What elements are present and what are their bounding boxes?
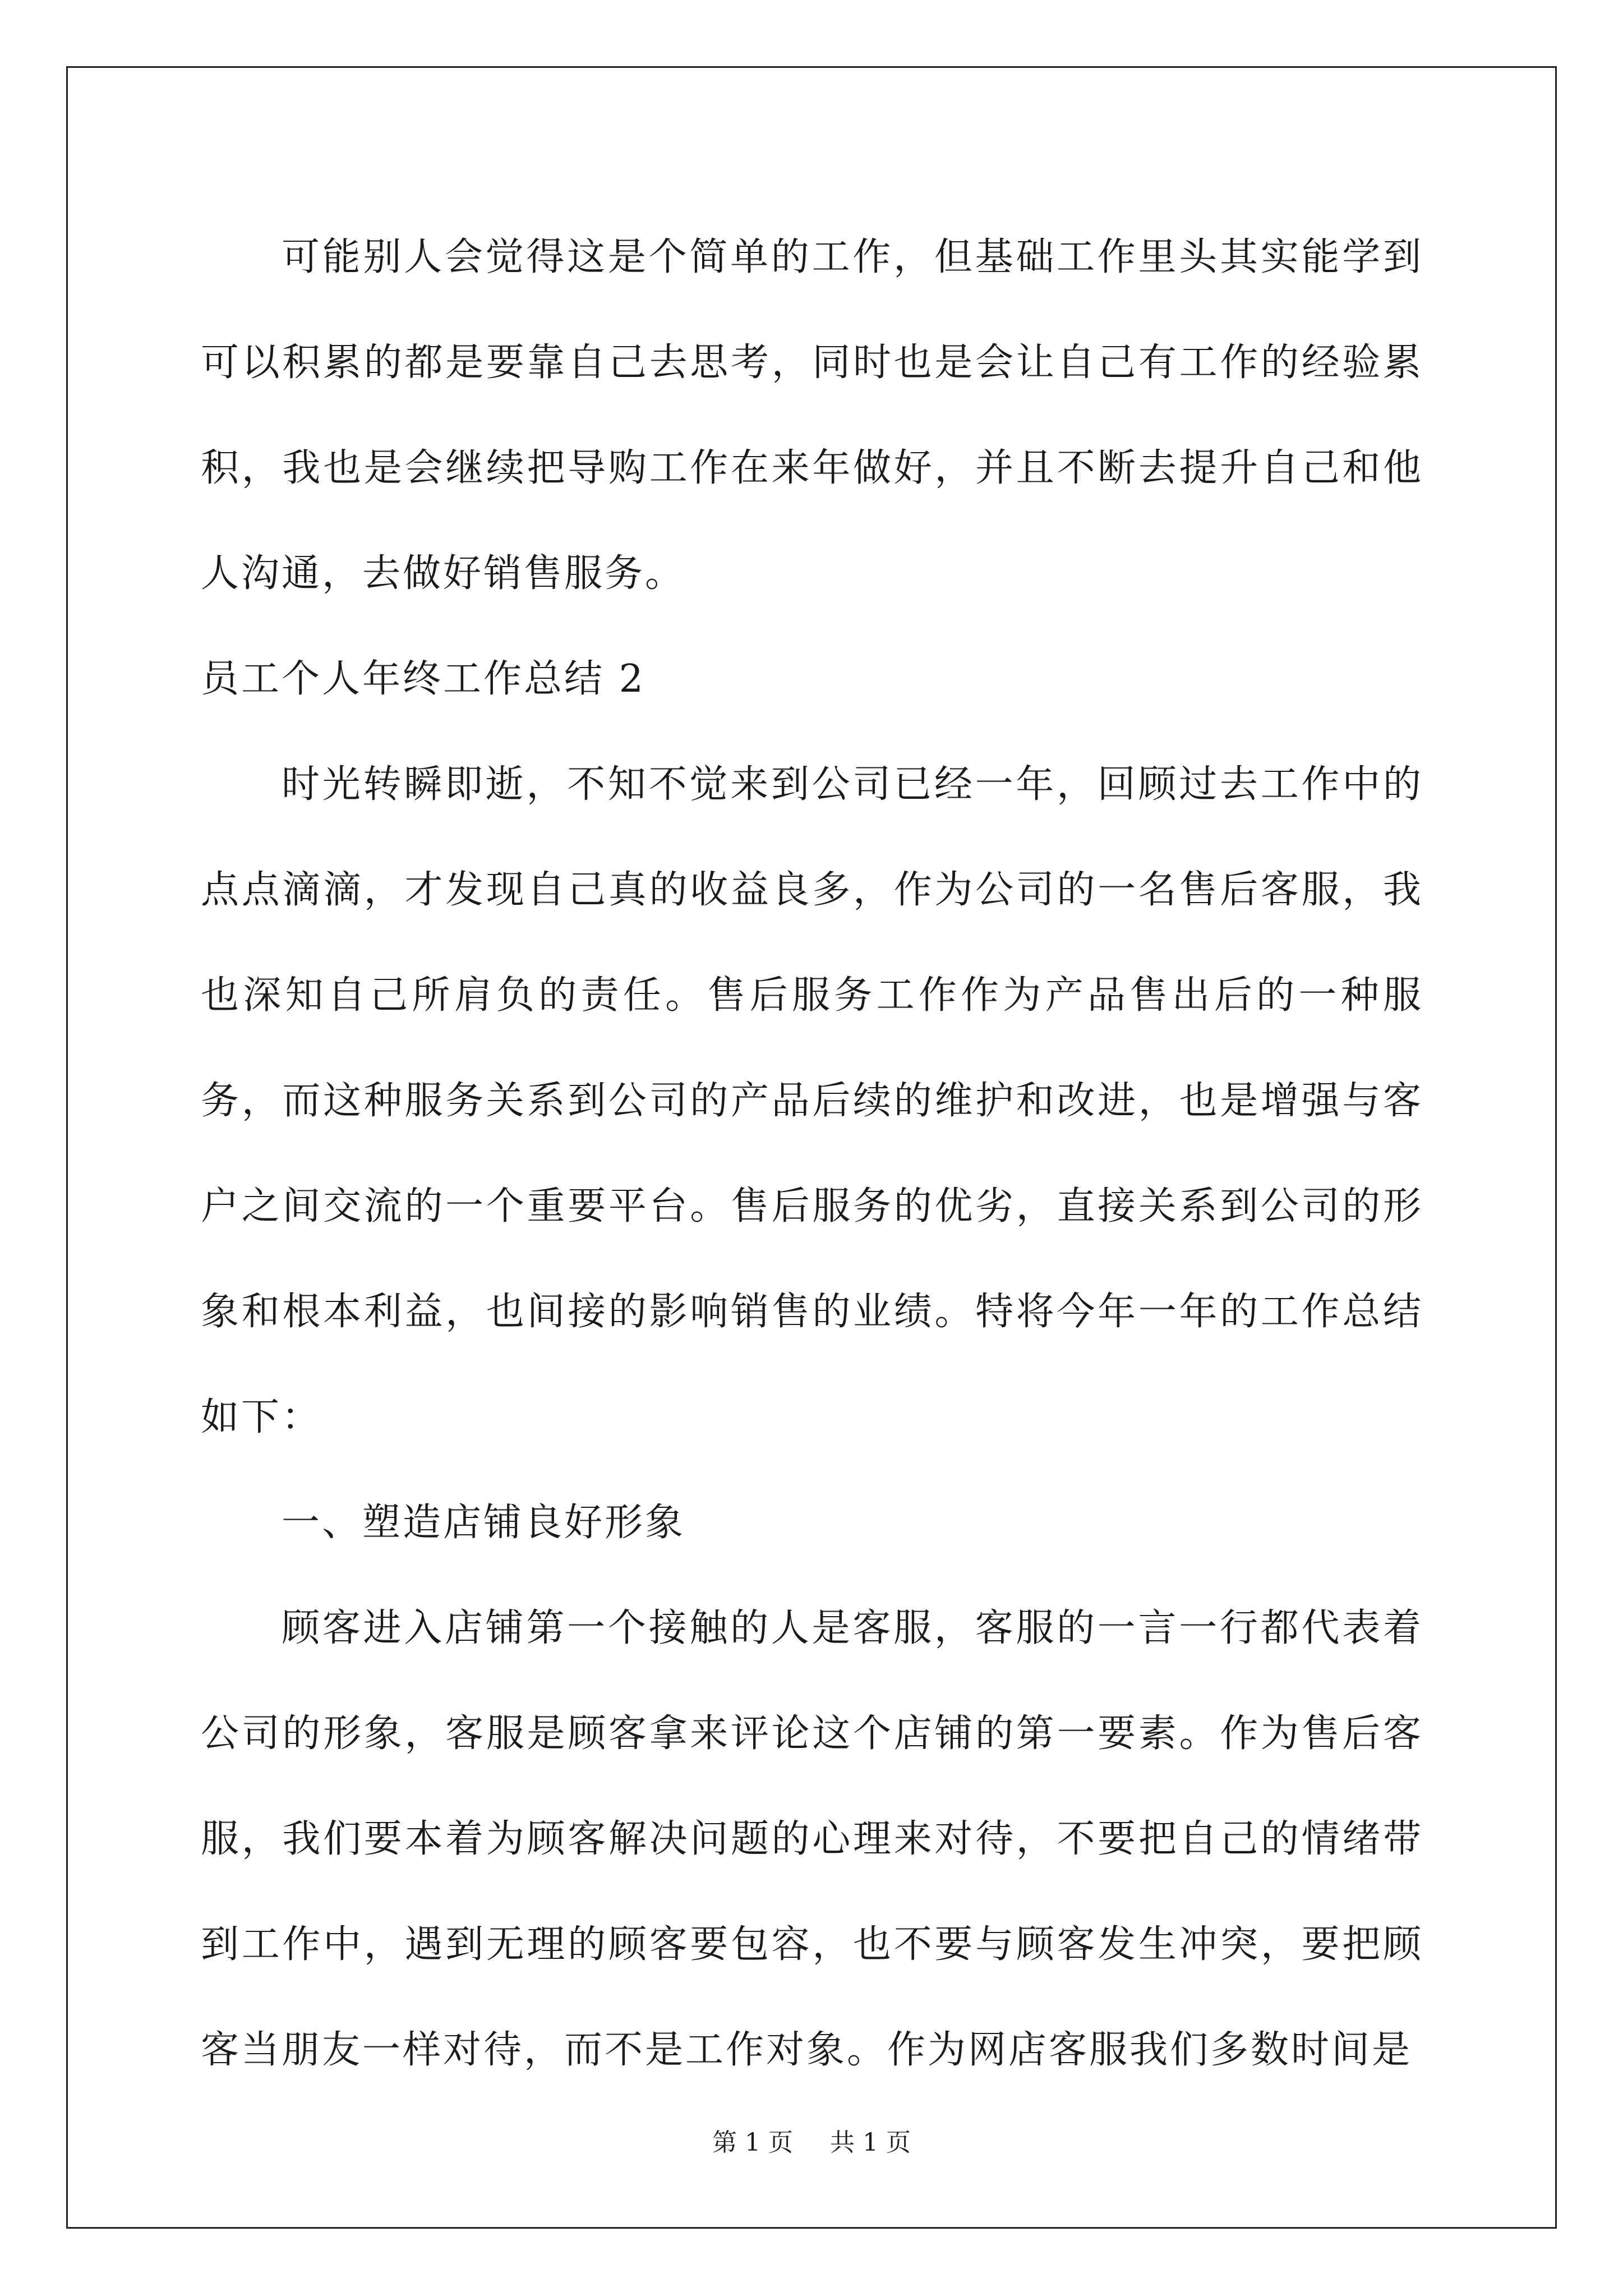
paragraph: 时光转瞬即逝，不知不觉来到公司已经一年，回顾过去工作中的点点滴滴，才发现自己真的收益良多，作为公司的一名售后客服，我也深知自己所肩负的责任。售后服务工作作为产品售出后的一种服务，而这种服务关系到公司的产品后续的维护和改进，也是增强与客户之间交流的一个重要平台。售后服务的优劣，直接关系到公司的形象和根本利益，也间接的影响销售的业绩。特将今年一年的工作总结如下： <box>201 762 1423 1439</box>
page-number: 第 1 页 <box>712 2128 793 2157</box>
subsection-heading: 一、塑造店铺良好形象 <box>282 1501 686 1545</box>
page-total: 共 1 页 <box>830 2128 911 2157</box>
paragraph: 可能别人会觉得这是个简单的工作，但基础工作里头其实能学到可以积累的都是要靠自己去思考，同时也是会让自己有工作的经验累积，我也是会继续把导购工作在来年做好，并且不断去提升自己和他人沟通，去做好销售服务。 <box>201 235 1423 596</box>
paragraph: 顾客进入店铺第一个接触的人是客服，客服的一言一行都代表着公司的形象，客服是顾客拿来评论这个店铺的第一要素。作为售后客服，我们要本着为顾客解决问题的心理来对待，不要把自己的情绪带到工作中，遇到无理的顾客要包容，也不要与顾客发生冲突，要把顾客当朋友一样对待，而不是工作对象。作为网店客服我们多数时间是 <box>201 1606 1423 2072</box>
document-body <box>201 205 1423 2103</box>
section-heading: 员工个人年终工作总结 2 <box>201 657 645 701</box>
page-footer <box>0 2126 1623 2160</box>
